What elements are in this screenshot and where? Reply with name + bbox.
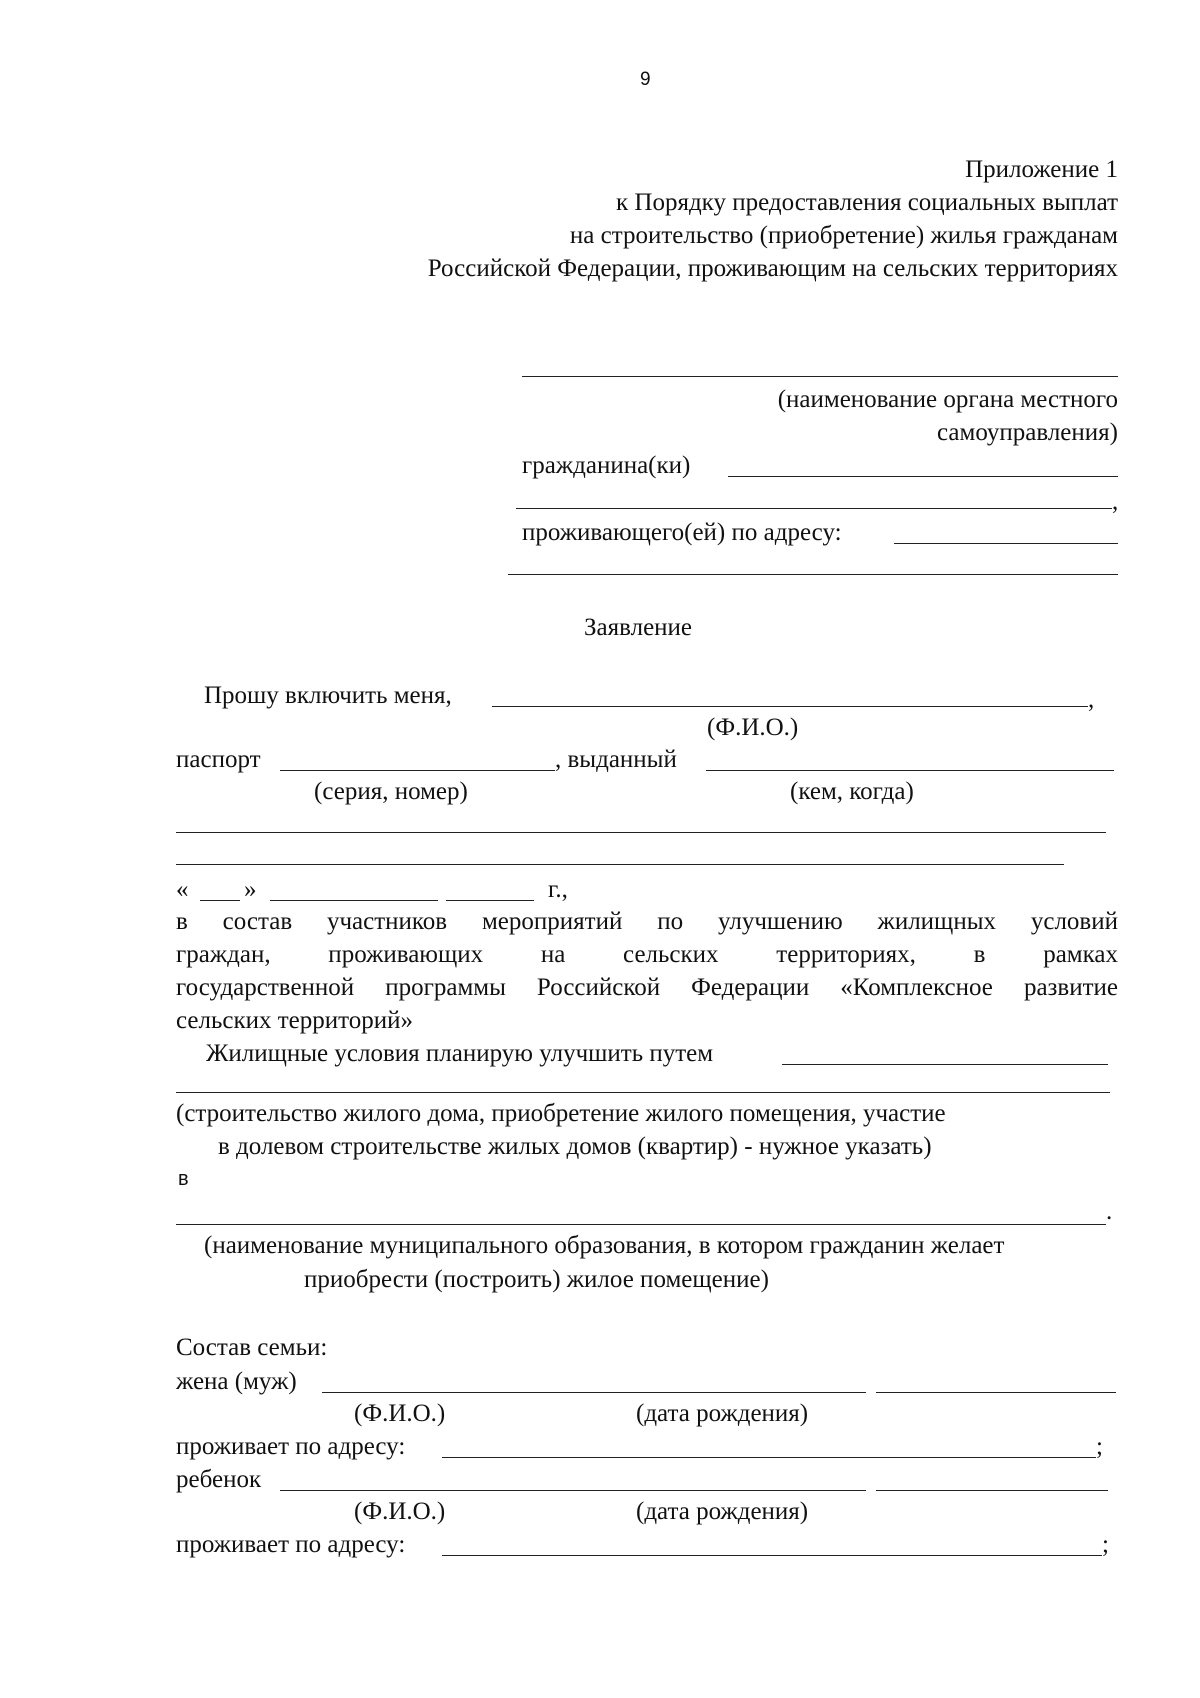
- passport-label: паспорт: [176, 746, 261, 773]
- child-semicolon: ;: [1102, 1531, 1109, 1558]
- child-address-label: проживает по адресу:: [176, 1531, 406, 1558]
- issuer-caption: (кем, когда): [790, 778, 914, 805]
- municipality-caption-2: приобрести (построить) жилое помещение): [304, 1266, 769, 1293]
- child-birthdate-line[interactable]: [876, 1490, 1108, 1491]
- date-month-line[interactable]: [270, 900, 438, 901]
- request-intro: Прошу включить меня,: [204, 682, 452, 709]
- appendix-line-3: на строительство (приобретение) жилья гражданам: [569, 222, 1118, 249]
- address-line[interactable]: [894, 543, 1118, 544]
- housing-caption-2: в долевом строительстве жилых домов (квартир) - нужное указать): [218, 1133, 932, 1160]
- child-fio-caption: (Ф.И.О.): [354, 1498, 446, 1525]
- address-label: проживающего(ей) по адресу:: [522, 519, 842, 546]
- child-fio-line[interactable]: [280, 1490, 866, 1491]
- child-label: ребенок: [176, 1466, 262, 1493]
- municipality-line[interactable]: [176, 1224, 1106, 1225]
- fio-comma: ,: [1088, 686, 1095, 713]
- housing-caption-1: (строительство жилого дома, приобретение жилого помещения, участие: [176, 1100, 946, 1127]
- spouse-semicolon: ;: [1096, 1433, 1103, 1460]
- issuer-line[interactable]: [706, 770, 1114, 771]
- fio-caption: (Ф.И.О.): [707, 714, 799, 741]
- date-close-quote: »: [244, 876, 257, 903]
- family-heading: Состав семьи:: [176, 1334, 328, 1361]
- child-address-line[interactable]: [442, 1555, 1102, 1556]
- series-caption: (серия, номер): [314, 778, 468, 805]
- citizen-name-line-2[interactable]: [516, 508, 1112, 509]
- spouse-fio-line[interactable]: [322, 1392, 866, 1393]
- spouse-birthdate-line[interactable]: [876, 1392, 1116, 1393]
- address-line-2[interactable]: [508, 574, 1118, 575]
- authority-name-line[interactable]: [522, 376, 1118, 377]
- municipality-period: .: [1106, 1198, 1113, 1225]
- request-body-line-4: сельских территорий»: [176, 1007, 413, 1034]
- date-day-line[interactable]: [200, 900, 240, 901]
- citizen-name-line[interactable]: [728, 476, 1118, 477]
- child-birth-caption: (дата рождения): [636, 1498, 809, 1525]
- citizen-label: гражданина(ки): [522, 452, 691, 479]
- issued-label: , выданный: [555, 746, 677, 773]
- issuer-line-3[interactable]: [176, 864, 1064, 865]
- municipality-in-label: в: [178, 1168, 189, 1190]
- citizen-comma: ,: [1112, 488, 1119, 515]
- applicant-fio-line[interactable]: [492, 706, 1088, 707]
- housing-label: Жилищные условия планирую улучшить путем: [206, 1040, 714, 1067]
- passport-number-line[interactable]: [280, 770, 555, 771]
- issuer-line-2[interactable]: [176, 832, 1106, 833]
- page-number: 9: [640, 69, 651, 90]
- year-suffix: г.,: [548, 876, 568, 903]
- date-open-quote: «: [176, 876, 189, 903]
- spouse-address-label: проживает по адресу:: [176, 1433, 406, 1460]
- authority-caption-2: самоуправления): [937, 419, 1118, 446]
- request-body-line-1: в состав участников мероприятий по улучшению жилищных условий: [176, 908, 1118, 935]
- authority-caption-1: (наименование органа местного: [777, 386, 1118, 413]
- spouse-fio-caption: (Ф.И.О.): [354, 1400, 446, 1427]
- housing-method-line[interactable]: [782, 1064, 1108, 1065]
- spouse-label: жена (муж): [176, 1368, 297, 1395]
- housing-method-line-2[interactable]: [176, 1092, 1110, 1093]
- spouse-address-line[interactable]: [442, 1457, 1096, 1458]
- request-body-line-3: государственной программы Российской Федерации «Комплексное развитие: [176, 974, 1118, 1001]
- municipality-caption-1: (наименование муниципального образования, в котором гражданин желает: [204, 1232, 1005, 1259]
- appendix-line-1: Приложение 1: [965, 156, 1118, 183]
- spouse-birth-caption: (дата рождения): [636, 1400, 809, 1427]
- document-title: Заявление: [584, 614, 693, 641]
- date-year-line[interactable]: [446, 900, 534, 901]
- request-body-line-2: граждан, проживающих на сельских территориях, в рамках: [176, 941, 1118, 968]
- appendix-line-4: Российской Федерации, проживающим на сельских территориях: [427, 255, 1118, 282]
- appendix-line-2: к Порядку предоставления социальных выплат: [616, 189, 1118, 216]
